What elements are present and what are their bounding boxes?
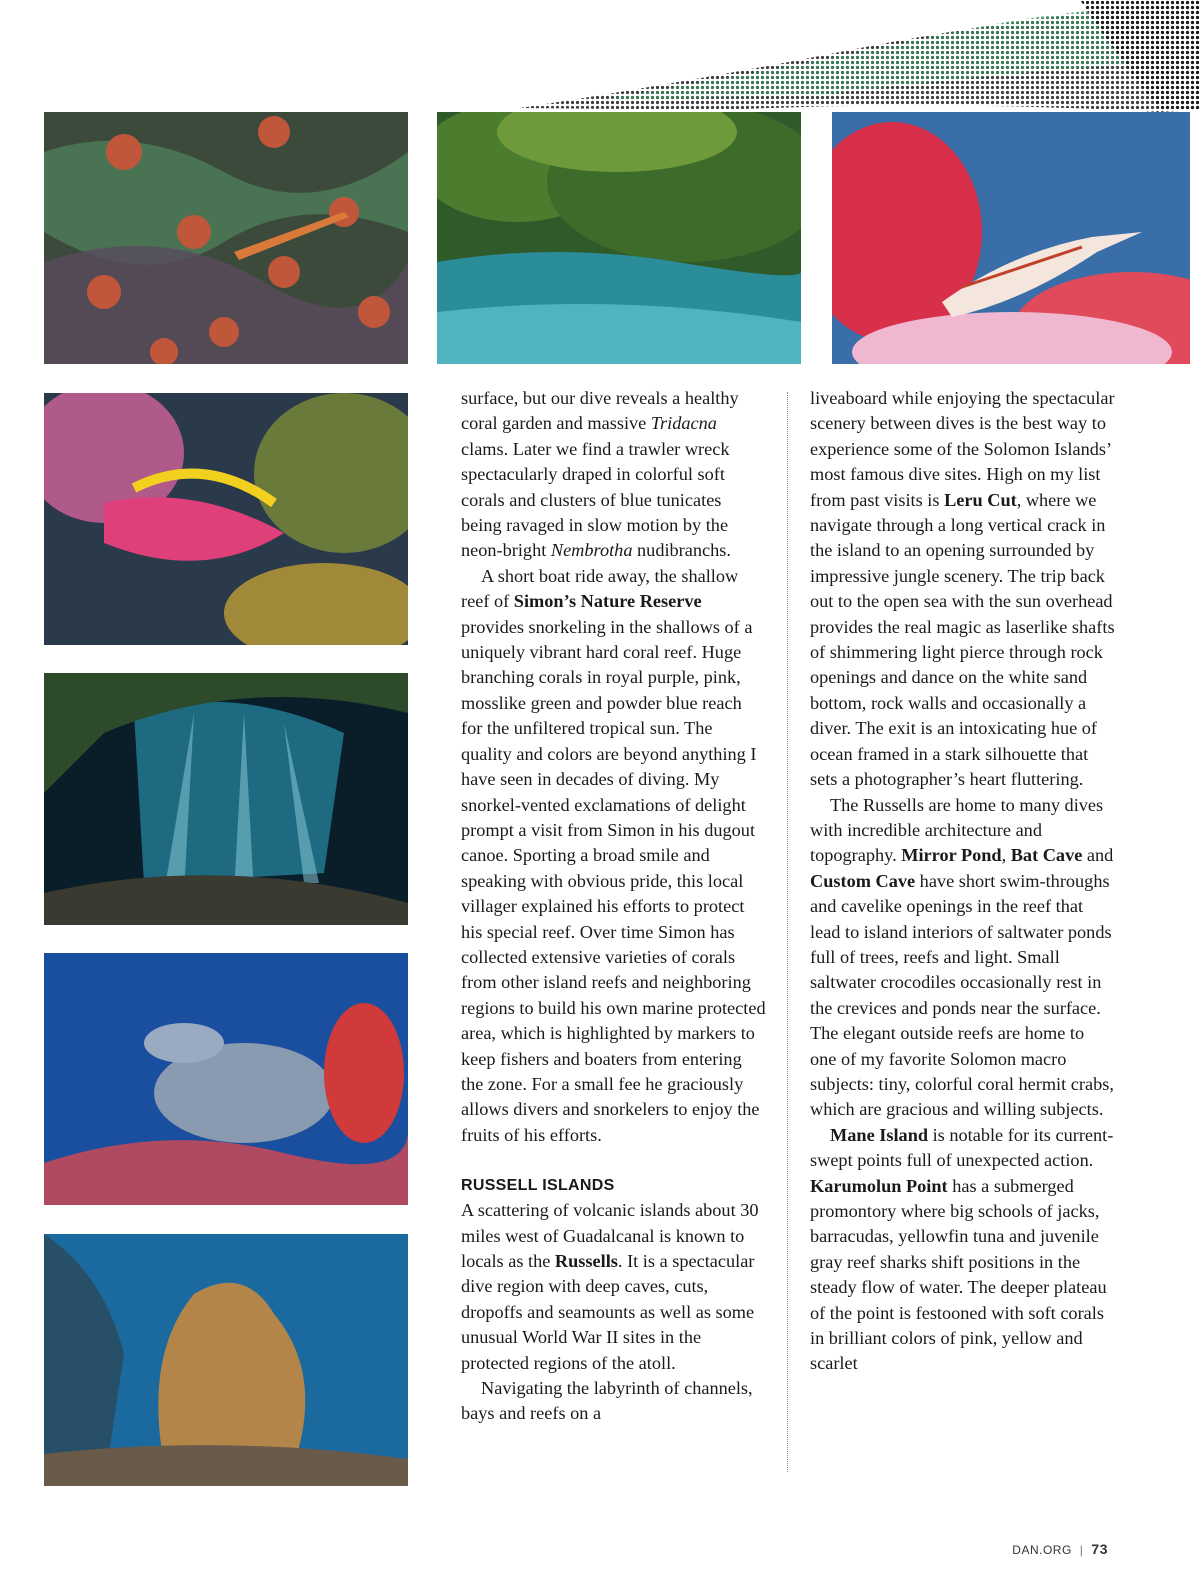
goby-on-coral-photo bbox=[44, 112, 408, 364]
paragraph: The Russells are home to many dives with incredible architecture and topography. Mirror Pond, Bat Cave and Custom Cave have short swim-throughs and cavelike openings in the reef that lead to island interiors of saltwater ponds full of trees, reefs and light. Small saltwater crocodiles occasionally rest in the crevices and ponds near the surface. The elegant outside reefs are home to one of my favorite Solomon macro subjects: tiny, colorful coral hermit crabs, which are gracious and willing subjects. bbox=[810, 794, 1114, 1120]
page-footer bbox=[1012, 1541, 1108, 1557]
paragraph: surface, but our dive reveals a healthy coral garden and massive Tridacna clams. Later we find a trawler wreck spectacularly draped in colorful soft corals and clusters of blue tunicates being ravaged in slow motion by the neon-bright Nembrotha nudibranchs. bbox=[461, 388, 739, 561]
cave-light-rays-photo bbox=[44, 673, 408, 925]
paragraph: A short boat ride away, the shallow reef of Simon’s Nature Reserve provides snorkeling in the shallows of a uniquely vibrant hard coral reef. Huge branching corals in royal purple, pink, mosslike green and powder blue reach for the unfiltered tropical sun. The quality and colors are beyond anything I have seen in decades of diving. My snorkel-vented exclamations of delight prompt a visit from Simon in his dugout canoe. Sporting a broad smile and speaking with obvious pride, this local villager explained his efforts to protect his special reef. Over time Simon has collected extensive varieties of corals from other island reefs and neighboring regions to build his own marine protected area, which is highlighted by markers to keep fishers and boaters from entering the zone. For a small fee he graciously allows divers and snorkelers to enjoy the fruits of his efforts. bbox=[461, 565, 766, 1145]
halftone-fish-banner bbox=[520, 0, 1200, 115]
flasher-wrasse-photo bbox=[44, 393, 408, 645]
paragraph: A scattering of volcanic islands about 30 miles west of Guadalcanal is known to locals as the Russells. It is a spectacular dive region with deep caves, cuts, dropoffs and seamounts as well as some unusual World War II sites in the protected regions of the atoll. bbox=[461, 1200, 759, 1373]
longnose-hawkfish-photo bbox=[832, 112, 1190, 364]
article-column-2 bbox=[810, 386, 1115, 1377]
stingray-reef-photo bbox=[44, 953, 408, 1205]
jungle-lagoon-photo bbox=[437, 112, 801, 364]
column-divider bbox=[787, 392, 788, 1472]
paragraph: Navigating the labyrinth of channels, bays and reefs on a bbox=[461, 1378, 753, 1424]
page-number: 73 bbox=[1091, 1541, 1108, 1557]
paragraph: liveaboard while enjoying the spectacular scenery between dives is the best way to experience some of the Solomon Islands’ most famous dive sites. High on my list from past visits is Leru Cut, where we navigate through a long vertical crack in the island to an opening surrounded by impressive jungle scenery. The trip back out to the open sea with the sun overhead provides the real magic as laserlike shafts of shimmering light pierce through rock openings and dance on the white sand bottom, rock walls and occasionally a diver. The exit is an intoxicating hue of ocean framed in a stark silhouette that sets a photographer’s heart fluttering. bbox=[810, 388, 1115, 790]
site-url: DAN.ORG bbox=[1012, 1543, 1072, 1557]
article-column-1 bbox=[461, 386, 766, 1427]
paragraph: Mane Island is notable for its current-swept points full of unexpected action. Karumolun Point has a submerged promontory where big schools of jacks, barracudas, yellowfin tuna and juvenile gray reef sharks shift positions in the steady flow of water. The deeper plateau of the point is festooned with soft corals in brilliant colors of pink, yellow and scarlet bbox=[810, 1124, 1114, 1374]
sea-fan-photo bbox=[44, 1234, 408, 1486]
footer-separator: | bbox=[1079, 1543, 1084, 1557]
section-heading: RUSSELL ISLANDS bbox=[461, 1177, 615, 1195]
